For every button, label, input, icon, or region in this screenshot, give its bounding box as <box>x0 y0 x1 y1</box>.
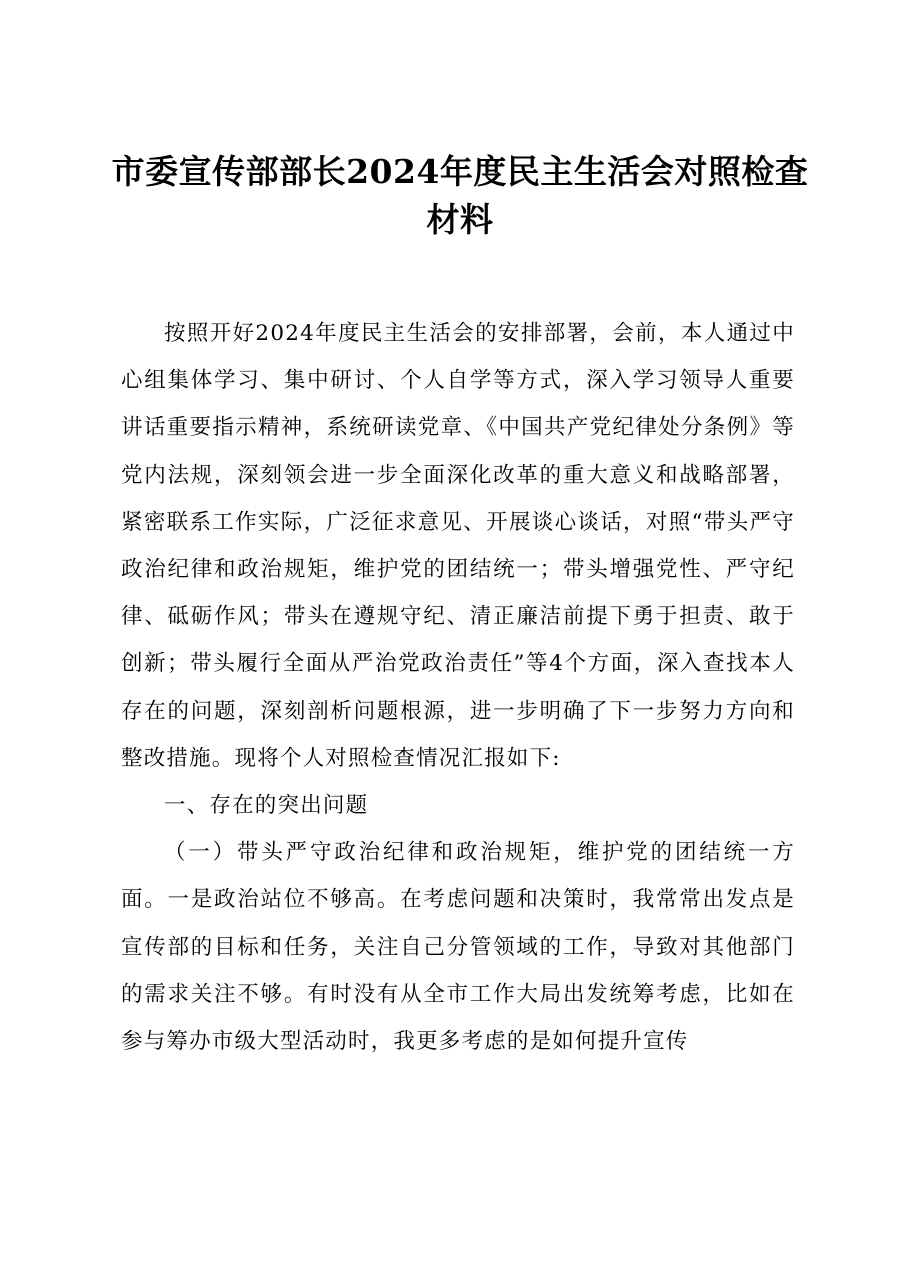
intro-paragraph: 按照开好2024年度民主生活会的安排部署，会前，本人通过中心组集体学习、集中研讨、个人自学等方式，深入学习领导人重要讲话重要指示精神，系统研读党章、《中国共产党纪律处分条例》等党内法规，深刻领会进一步全面深化改革的重大意义和战略部署，紧密联系工作实际，广泛征求意见、开展谈心谈话，对照“带头严守政治纪律和政治规矩，维护党的团结统一；带头增强党性、严守纪律、砥砺作风；带头在遵规守纪、清正廉洁前提下勇于担责、敢于创新；带头履行全面从严治党政治责任”等4个方面，深入查找本人存在的问题，深刻剖析问题根源，进一步明确了下一步努力方向和整改措施。现将个人对照检查情况汇报如下: <box>121 321 795 771</box>
document-body <box>121 310 795 1065</box>
document-title <box>110 148 810 244</box>
title-line-1: 市委宣传部部长2024年度民主生活会对照检查 <box>111 152 809 191</box>
title-line-2: 材料 <box>426 200 494 239</box>
section-heading: 一、存在的突出问题 <box>164 793 369 819</box>
section-paragraph: （一）带头严守政治纪律和政治规矩，维护党的团结统一方面。一是政治站位不够高。在考虑问题和决策时，我常常出发点是宣传部的目标和任务，关注自己分管领域的工作，导致对其他部门的需求关注不够。有时没有从全市工作大局出发统筹考虑，比如在参与筹办市级大型活动时，我更多考虑的是如何提升宣传 <box>121 840 795 1055</box>
